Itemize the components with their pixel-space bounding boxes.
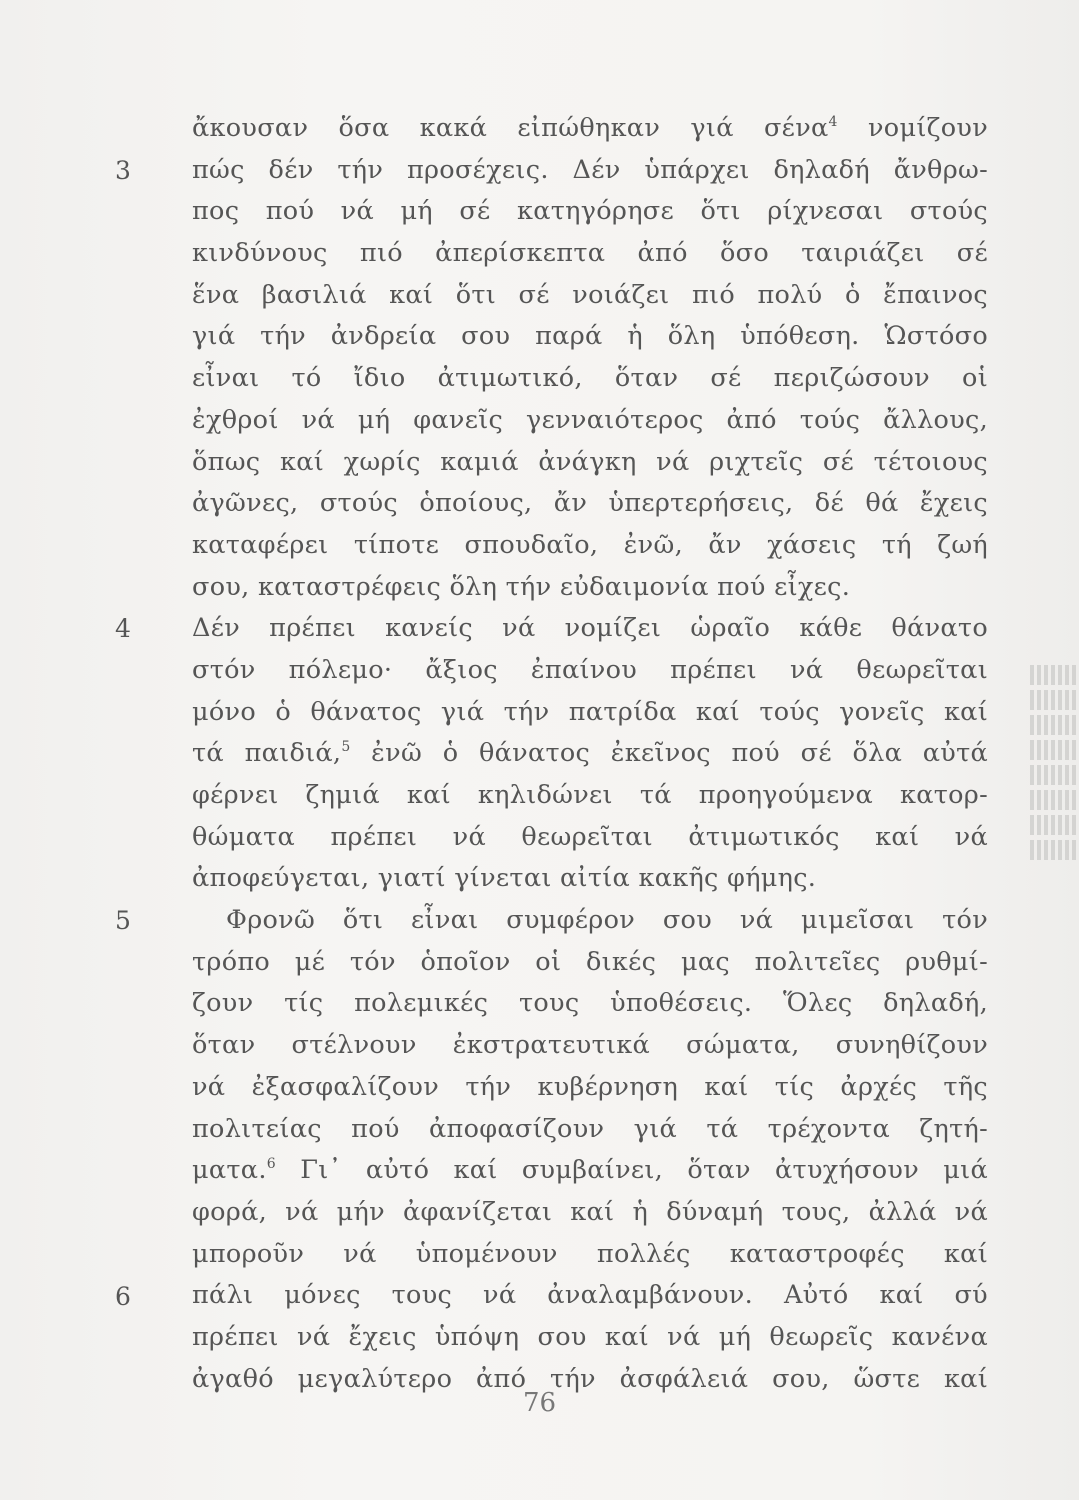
text-line-10: ἀγῶνες, στούς ὁποίους, ἄν ὑπερτερήσεις, δέ θά ἔχεις: [192, 488, 988, 519]
text-line-6: γιά τήν ἀνδρεία σου παρά ἡ ὅλη ὑπόθεση. Ὡστόσο: [192, 321, 988, 352]
text-line-18: θώματα πρέπει νά θεωρεῖται ἀτιμωτικός καί νά: [192, 821, 988, 852]
text-line-27: φορά, νά μήν ἀφανίζεται καί ἡ δύναμή τους, ἀλλά νά: [192, 1196, 988, 1227]
footnote-ref-5: 5: [341, 739, 351, 756]
text-line-26: ματα.$^6$ Γι᾽ αὐτό καί συμβαίνει, ὅταν ἀτυχήσουν μιά: [192, 1155, 988, 1186]
footnote-ref-6: 6: [266, 1156, 276, 1173]
text-line-9: ὅπως καί χωρίς καμιά ἀνάγκη νά ριχτεῖς σέ τέτοιους: [192, 446, 988, 477]
text-line-5: ἕνα βασιλιά καί ὅτι σέ νοιάζει πιό πολύ ὁ ἔπαινος: [192, 279, 988, 310]
text-line-4: κινδύνους πιό ἀπερίσκεπτα ἀπό ὅσο ταιριάζει σέ: [192, 238, 988, 269]
section-number-6: 6: [115, 1281, 131, 1311]
text-line-20: Φρονῶ ὅτι εἶναι συμφέρον σου νά μιμεῖσαι τόν: [226, 905, 988, 936]
text-line-2: πώς δέν τήν προσέχεις. Δέν ὑπάρχει δηλαδή ἄνθρω-: [192, 154, 988, 185]
text-line-29: πάλι μόνες τους νά ἀναλαμβάνουν. Αὐτό καί σύ: [192, 1280, 988, 1311]
section-number-4: 4: [115, 614, 131, 644]
text-line-13: Δέν πρέπει κανείς νά νομίζει ὡραῖο κάθε θάνατο: [192, 613, 988, 644]
text-line-24: νά ἐξασφαλίζουν τήν κυβέρνηση καί τίς ἀρχές τῆς: [192, 1071, 988, 1102]
text-line-23: ὅταν στέλνουν ἐκστρατευτικά σώματα, συνηθίζουν: [192, 1030, 988, 1061]
text-line-3: πος πού νά μή σέ κατηγόρησε ὅτι ρίχνεσαι στούς: [192, 196, 988, 227]
text-line-21: τρόπο μέ τόν ὁποῖον οἱ δικές μας πολιτεῖες ρυθμί-: [192, 946, 988, 977]
section-number-3: 3: [115, 155, 131, 185]
text-line-1: ἄκουσαν ὅσα κακά εἰπώθηκαν γιά σένα$^4$ νομίζουν: [192, 113, 988, 143]
text-line-16: τά παιδιά,$^5$ ἐνῶ ὁ θάνατος ἐκεῖνος πού σέ ὅλα αὐτά: [192, 738, 988, 769]
text-line-15: μόνο ὁ θάνατος γιά τήν πατρίδα καί τούς γονεῖς καί: [192, 696, 988, 727]
text-line-11: καταφέρει τίποτε σπουδαῖο, ἐνῶ, ἄν χάσεις τή ζωή: [192, 529, 988, 560]
text-line-25: πολιτείας πού ἀποφασίζουν γιά τά τρέχοντα ζητή-: [192, 1113, 988, 1144]
facing-page-bleed-through: [1030, 660, 1079, 900]
text-line-17: φέρνει ζημιά καί κηλιδώνει τά προηγούμενα κατορ-: [192, 780, 988, 810]
text-line-31: ἀγαθό μεγαλύτερο ἀπό τήν ἀσφάλειά σου, ὥστε καί: [192, 1363, 988, 1394]
page-number: 76: [522, 1388, 557, 1418]
text-line-30: πρέπει νά ἔχεις ὑπόψη σου καί νά μή θεωρεῖς κανένα: [192, 1321, 988, 1352]
body-text: [192, 108, 988, 1400]
text-line-14: στόν πόλεμο· ἄξιος ἐπαίνου πρέπει νά θεωρεῖται: [192, 654, 988, 685]
text-line-22: ζουν τίς πολεμικές τους ὑποθέσεις. Ὅλες δηλαδή,: [192, 988, 988, 1019]
footnote-ref-4: 4: [828, 114, 838, 130]
text-line-28: μποροῦν νά ὑπομένουν πολλές καταστροφές καί: [192, 1238, 988, 1269]
text-line-19: ἀποφεύγεται, γιατί γίνεται αἰτία κακῆς φήμης.: [192, 863, 817, 894]
text-line-12: σου, καταστρέφεις ὅλη τήν εὐδαιμονία πού εἶχες.: [192, 571, 851, 602]
section-number-5: 5: [115, 906, 131, 936]
text-line-7: εἶναι τό ἴδιο ἀτιμωτικό, ὅταν σέ περιζώσουν οἱ: [192, 363, 988, 394]
text-line-8: ἐχθροί νά μή φανεῖς γενναιότερος ἀπό τούς ἄλλους,: [192, 404, 988, 435]
